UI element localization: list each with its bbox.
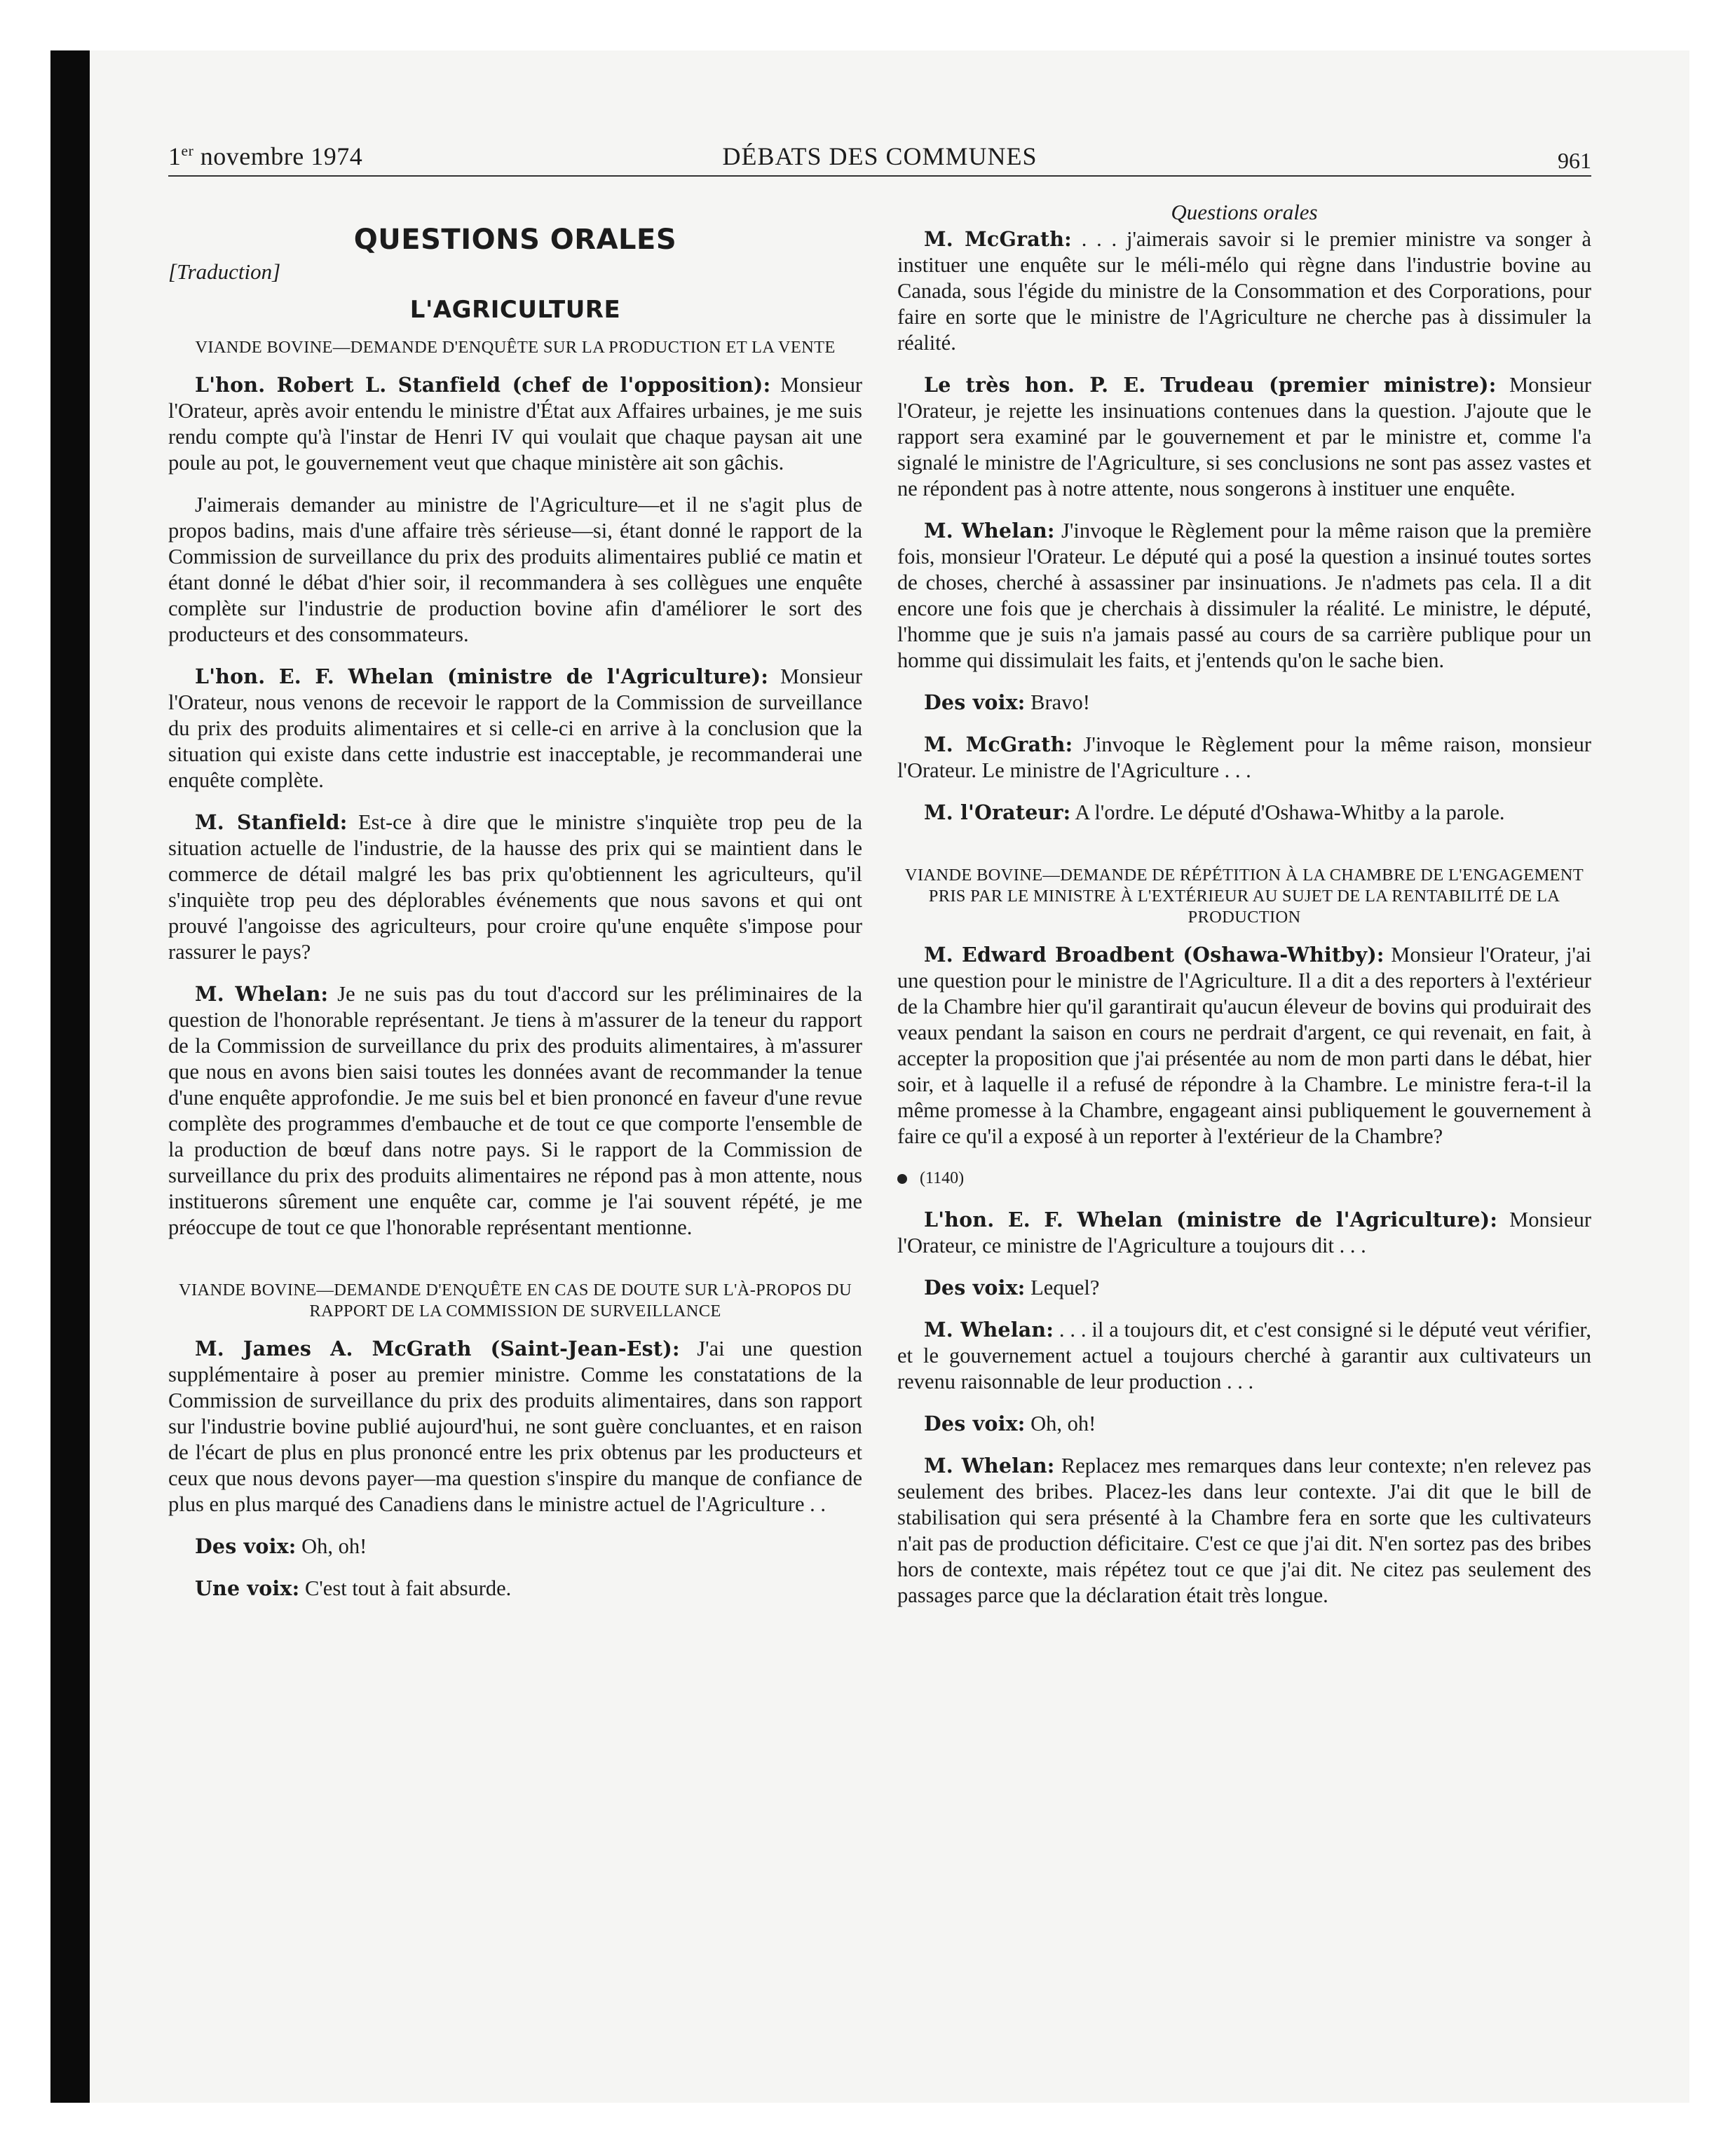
page-title: QUESTIONS ORALES bbox=[353, 224, 677, 256]
right-column bbox=[897, 199, 1591, 1625]
speech-text: Monsieur l'Orateur, ce ministre de l'Agriculture a toujours dit . . . bbox=[897, 1208, 1591, 1257]
speech-broadbent-1 bbox=[897, 942, 1591, 1149]
speech-text: J'invoque le Règlement pour la même raison, monsieur l'Orateur. Le ministre de l'Agriculture . . . bbox=[897, 732, 1591, 782]
scan-border bbox=[50, 50, 90, 2103]
speaker-name: M. l'Orateur: bbox=[924, 800, 1071, 824]
page-header bbox=[168, 137, 1591, 175]
speaker-name: L'hon. E. F. Whelan (ministre de l'Agriculture): bbox=[195, 664, 769, 688]
speaker-name: M. Stanfield: bbox=[195, 810, 348, 834]
speech-text: A l'ordre. Le député d'Oshawa-Whitby a la parole. bbox=[1070, 800, 1505, 824]
header-rule bbox=[168, 175, 1591, 177]
speech-whelan-1 bbox=[168, 664, 862, 793]
header-date-day: 1 bbox=[168, 142, 182, 170]
speech-mcgrath-2 bbox=[897, 226, 1591, 356]
translation-note: [Traduction] bbox=[168, 259, 281, 284]
speech-text: J'invoque le Règlement pour la même raison que la première fois, monsieur l'Orateur. Le député qui a posé la question a insinué toutes sortes de choses, cherché à assassiner par insinuations. Je n'admets pas cela. Il a dit encore une fois que je cherchais à dissimuler la réalité. Le ministre, le député, l'homme que je suis n'a jamais passé au cours de sa carrière publique pour un homme qui dissimulait les faits, et j'entends qu'on le sache bien. bbox=[897, 519, 1591, 672]
header-journal-title: DÉBATS DES COMMUNES bbox=[722, 142, 1037, 170]
speech-voices-1 bbox=[168, 1534, 862, 1560]
speech-text: . . . il a toujours dit, et c'est consigné si le député veut vérifier, et le gouvernement actuel a toujours cherché à garantir aux cultivateurs un revenu raisonnable de leur production . . . bbox=[897, 1318, 1591, 1393]
speech-whelan-3 bbox=[897, 518, 1591, 674]
header-date-sup: er bbox=[181, 142, 194, 159]
speech-text: Monsieur l'Orateur, je rejette les insinuations contenues dans la question. J'ajoute que le rapport sera examiné par le gouvernement et par le ministre et, comme l'a signalé le ministre de l'Agriculture, si ses conclusions ne sont pas assez vastes et ne répondent pas à notre attente, nous songerons à instituer une enquête. bbox=[897, 373, 1591, 500]
speech-text: . . . j'aimerais savoir si le premier ministre va songer à instituer une enquête sur le méli-mélo qui règne dans l'industrie bovine au Canada, sous l'égide du ministre de la Consommation et des Corporations, pour faire en sorte que le ministre de l'Agriculture ne cherche pas à dissimuler la réalité. bbox=[897, 227, 1591, 355]
speech-text: Monsieur l'Orateur, j'ai une question pour le ministre de l'Agriculture. Il a dit a des reporters à l'extérieur de la Chambre hier qu'il garantirait qu'aucun éleveur de bovins qui produirait des veaux pendant la saison en cours ne perdrait d'argent, ce qui revenait, en fait, à accepter la proposition que j'ai présentée au nom de mon parti dans le débat, hier soir, et à laquelle il a refusé de répondre à la Chambre. Le ministre fera-t-il la même promesse à la Chambre, engageant ainsi publiquement le gouvernement à faire ce qu'il a exposé à un reporter à l'extérieur de la Chambre? bbox=[897, 943, 1592, 1148]
speech-text: Je ne suis pas du tout d'accord sur les préliminaires de la question de l'honorable représentant. Je tiens à m'assurer de la teneur du rapport de la Commission de surveillance du prix des produits alimentaires, à m'assurer que nous en avons bien saisi toutes les données avant de recommander la tenue d'une enquête approfondie. Je me suis bel et bien prononcé en faveur d'une revue complète des programmes d'embauche et de tout ce que comporte l'ensemble de la production de bœuf dans notre pays. Si le rapport de la Commission de surveillance du prix des produits alimentaires ne répond pas à mon attente, nous instituerons sûrement une enquête car, comme je l'ai souvent répété, je me préoccupe de tout ce que l'honorable représentant mentionne. bbox=[168, 982, 862, 1239]
speech-stanfield-1 bbox=[168, 372, 862, 476]
speaker-name: M. McGrath: bbox=[924, 732, 1073, 756]
speech-text: J'aimerais demander au ministre de l'Agriculture—et il ne s'agit plus de propos badins, mais d'une affaire très sérieuse—si, étant donné le rapport de la Commission de surveillance du prix des produits alimentaires publié ce matin et étant donné le débat d'hier soir, il recommandera à ses collègues une enquête complète sur l'industrie de production bovine afin d'améliorer le sort des producteurs et des consommateurs. bbox=[168, 493, 862, 646]
speaker-name: Des voix: bbox=[195, 1534, 297, 1558]
speech-whelan-6 bbox=[897, 1453, 1591, 1609]
speaker-name: M. Whelan: bbox=[924, 519, 1055, 543]
speech-mcgrath-1 bbox=[168, 1336, 862, 1517]
speaker-name: Une voix: bbox=[195, 1576, 300, 1600]
speech-text: C'est tout à fait absurde. bbox=[299, 1576, 512, 1600]
subheading-3: VIANDE BOVINE—DEMANDE DE RÉPÉTITION À LA CHAMBRE DE L'ENGAGEMENT PRIS PAR LE MINISTRE À L'EXTÉRIEUR AU SUJET DE LA RENTABILITÉ DE LA PRODUCTION bbox=[904, 866, 1584, 927]
section-title: L'AGRICULTURE bbox=[409, 296, 621, 324]
subheading-2: VIANDE BOVINE—DEMANDE D'ENQUÊTE EN CAS DE DOUTE SUR L'À-PROPOS DU RAPPORT DE LA COMMISSION DE SURVEILLANCE bbox=[179, 1281, 852, 1321]
speech-text: Monsieur l'Orateur, après avoir entendu le ministre d'État aux Affaires urbaines, je me suis rendu compte qu'à l'instar de Henri IV qui voulait que chaque paysan ait une poule au pot, le gouvernement veut que chaque ministère ait son gâchis. bbox=[168, 373, 862, 475]
speaker-name: M. Whelan: bbox=[924, 1454, 1055, 1478]
speech-trudeau-1 bbox=[897, 372, 1591, 502]
speech-text: Lequel? bbox=[1025, 1276, 1100, 1299]
speech-whelan-4 bbox=[897, 1207, 1591, 1259]
speaker-name: M. Whelan: bbox=[924, 1318, 1054, 1342]
speech-text: Oh, oh! bbox=[296, 1534, 367, 1558]
left-column bbox=[168, 199, 862, 1618]
speech-text: Monsieur l'Orateur, nous venons de recevoir le rapport de la Commission de surveillance du prix des produits alimentaires et si celle-ci en arrive à la conclusion que la situation qui existe dans cette industrie est inacceptable, je recommanderai une enquête complète. bbox=[168, 664, 862, 792]
speech-voices-3 bbox=[897, 1275, 1591, 1301]
header-page-number: 961 bbox=[1558, 148, 1591, 173]
header-date-rest: novembre 1974 bbox=[193, 142, 363, 170]
speech-voices-4 bbox=[897, 1411, 1591, 1437]
speech-stanfield-2 bbox=[168, 492, 862, 648]
speech-text: J'ai une question supplémentaire à poser au premier ministre. Comme les constatations de la Commission de surveillance du prix des produits alimentaires, dans son rapport sur l'industrie bovine publié aujourd'hui, ne sont guère concluantes, et en raison de l'écart de plus en plus prononcé entre les prix obtenus par les producteurs et ceux que nous devons payer—ma question s'inspire du manque de confiance de plus en plus marqué des Canadiens dans le ministre actuel de l'Agriculture . . bbox=[168, 1337, 862, 1516]
speaker-name: M. McGrath: bbox=[924, 227, 1072, 251]
speech-voice-1 bbox=[168, 1576, 862, 1602]
speech-text: Replacez mes remarques dans leur contexte; n'en relevez pas seulement des bribes. Placez-les dans leur contexte. J'ai dit que le bill de stabilisation qui sera présenté à la Chambre fera en sorte que les cultivateurs n'ait pas de production déficitaire. C'est ce que j'ai dit. N'en sortez pas des bribes hors de contexte, mais répétez tout ce que j'ai dit. Ne citez pas seulement des passages parce que la déclaration était très longue. bbox=[897, 1454, 1591, 1607]
speaker-name: L'hon. E. F. Whelan (ministre de l'Agriculture): bbox=[924, 1208, 1498, 1231]
speaker-name: L'hon. Robert L. Stanfield (chef de l'opposition): bbox=[195, 373, 771, 397]
speech-stanfield-3 bbox=[168, 810, 862, 965]
time-marker-text: (1140) bbox=[920, 1169, 965, 1187]
speaker-name: Des voix: bbox=[924, 1412, 1026, 1435]
speaker-name: Le très hon. P. E. Trudeau (premier ministre): bbox=[924, 373, 1497, 397]
speech-text: Est-ce à dire que le ministre s'inquiète trop peu de la situation actuelle de l'industrie, de la hausse des prix qui se maintient dans le commerce de détail malgré les bas prix qu'obtiennent les agriculteurs, qu'il s'inquiète trop peu des déplorables événements que nous savons et qui ont prouvé l'angoisse des agriculteurs, pour croire qu'une enquête s'impose pour rassurer le pays? bbox=[168, 810, 862, 964]
speech-speaker-1 bbox=[897, 800, 1591, 826]
speech-voices-2 bbox=[897, 690, 1591, 716]
speaker-name: M. James A. McGrath (Saint-Jean-Est): bbox=[195, 1337, 680, 1360]
bullet-icon bbox=[897, 1174, 907, 1184]
speech-text: Bravo! bbox=[1025, 690, 1090, 714]
speaker-name: Des voix: bbox=[924, 690, 1026, 714]
speaker-name: M. Edward Broadbent (Oshawa-Whitby): bbox=[924, 943, 1384, 967]
speech-text: Oh, oh! bbox=[1025, 1412, 1096, 1435]
speaker-name: Des voix: bbox=[924, 1276, 1026, 1299]
time-marker bbox=[897, 1166, 1591, 1192]
speech-mcgrath-3 bbox=[897, 732, 1591, 784]
speech-whelan-5 bbox=[897, 1317, 1591, 1395]
subheading-1: VIANDE BOVINE—DEMANDE D'ENQUÊTE SUR LA PRODUCTION ET LA VENTE bbox=[195, 338, 836, 357]
speaker-name: M. Whelan: bbox=[195, 982, 329, 1006]
speech-whelan-2 bbox=[168, 981, 862, 1241]
running-title: Questions orales bbox=[1171, 200, 1318, 224]
